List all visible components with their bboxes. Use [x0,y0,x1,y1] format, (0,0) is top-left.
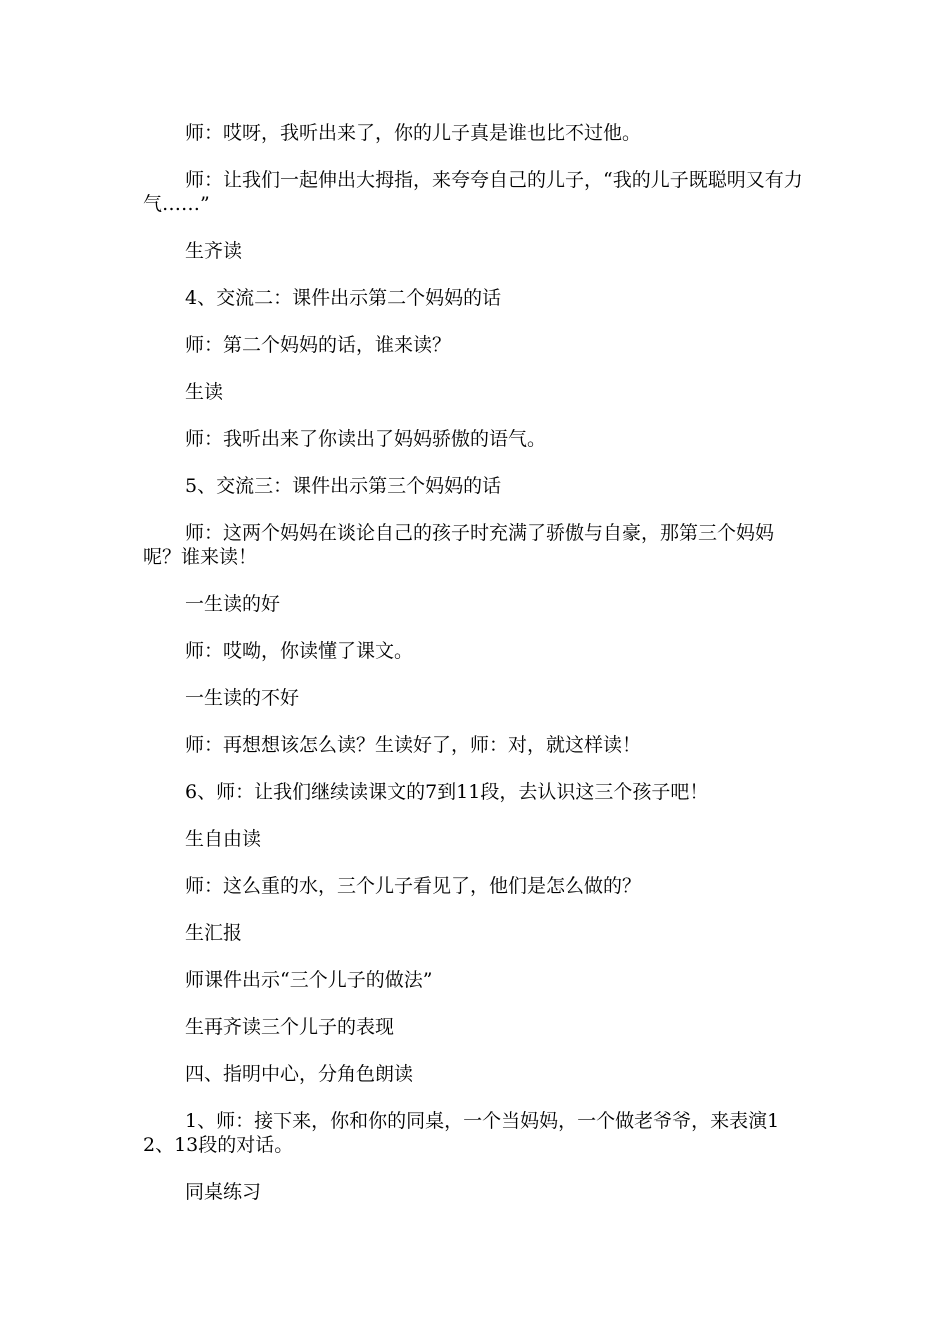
paragraph-22: 同桌练习 [185,1181,262,1203]
paragraph-4: 4、交流二：课件出示第二个妈妈的话 [185,287,502,309]
document-body [143,121,809,1227]
paragraph-13: 师：再想想该怎么读？生读好了，师：对，就这样读！ [185,734,642,756]
paragraph-3: 生齐读 [185,240,243,262]
paragraph-1: 师：哎呀，我听出来了，你的儿子真是谁也比不过他。 [185,122,642,144]
paragraph-21: 1、师：接下来，你和你的同桌，一个当妈妈，一个做老爷爷，来表演12、13段的对话。 [143,1110,780,1156]
paragraph-2: 师：让我们一起伸出大拇指，来夸夸自己的儿子，“我的儿子既聪明又有力气……” [143,169,803,215]
paragraph-20: 四、指明中心，分角色朗读 [185,1063,414,1085]
paragraph-14: 6、师：让我们继续读课文的7到11段，去认识这三个孩子吧！ [185,781,709,803]
paragraph-12: 一生读的不好 [185,687,300,709]
paragraph-16: 师：这么重的水，三个儿子看见了，他们是怎么做的？ [185,875,642,897]
paragraph-18: 师课件出示“三个儿子的做法” [185,969,433,991]
paragraph-17: 生汇报 [185,922,243,944]
paragraph-11: 师：哎呦，你读懂了课文。 [185,640,414,662]
paragraph-5: 师：第二个妈妈的话，谁来读？ [185,334,452,356]
paragraph-6: 生读 [185,381,224,403]
paragraph-9: 师：这两个妈妈在谈论自己的孩子时充满了骄傲与自豪，那第三个妈妈呢？谁来读！ [143,522,775,568]
paragraph-10: 一生读的好 [185,593,281,615]
paragraph-19: 生再齐读三个儿子的表现 [185,1016,395,1038]
paragraph-15: 生自由读 [185,828,262,850]
paragraph-8: 5、交流三：课件出示第三个妈妈的话 [185,475,502,497]
paragraph-7: 师：我听出来了你读出了妈妈骄傲的语气。 [185,428,547,450]
